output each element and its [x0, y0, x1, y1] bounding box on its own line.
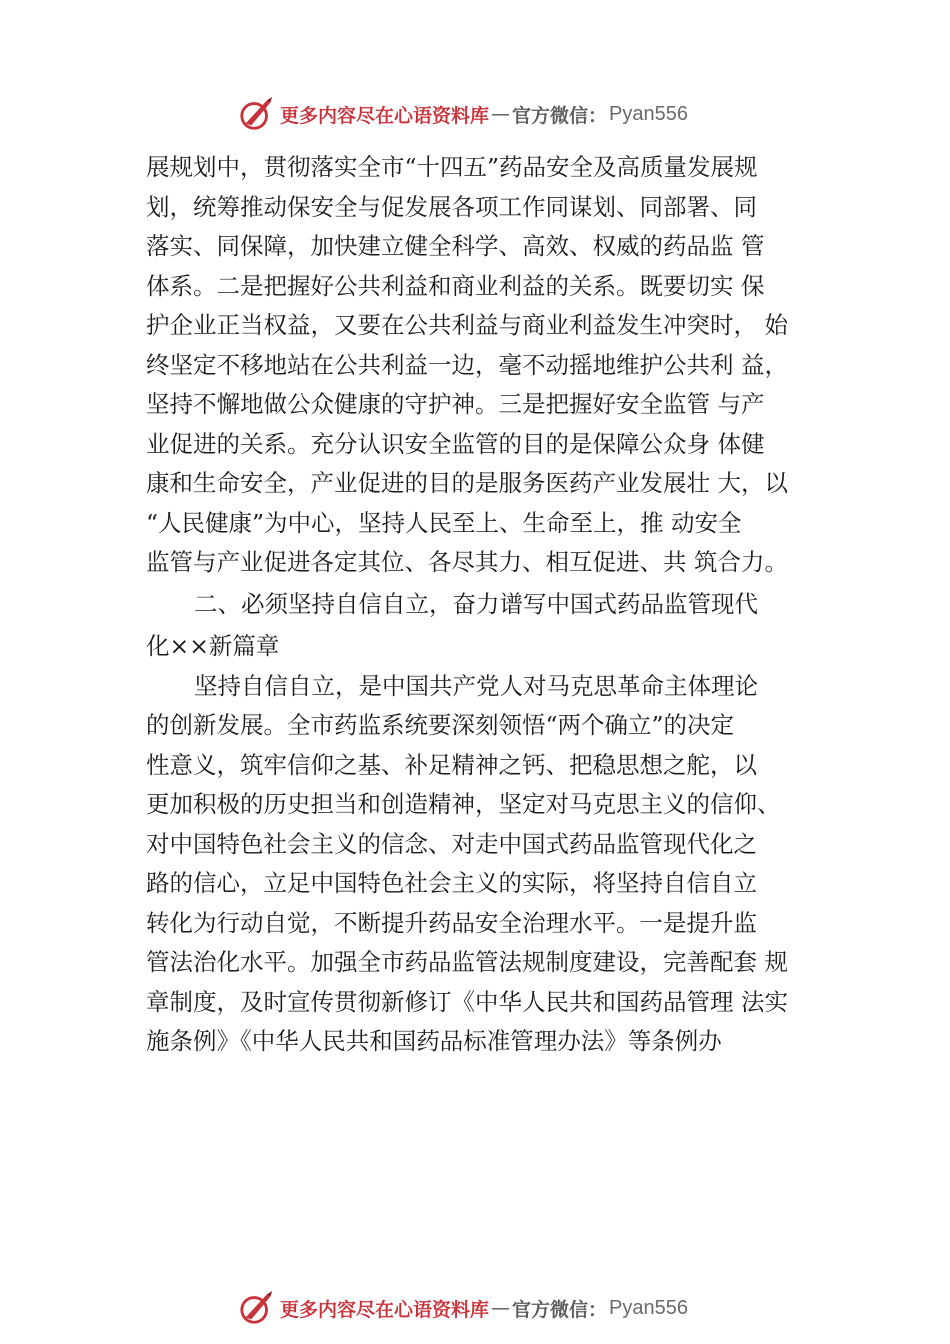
- watermark-official-text: 官方微信：: [512, 1298, 608, 1321]
- body-line: 转化为行动自觉，不断提升药品安全治理水平。一是提升监: [146, 908, 757, 937]
- body-line: 监管与产业促进各定其位、各尽其力、相互促进、共 筑合力。: [146, 548, 788, 576]
- body-line: 划，统筹推动保安全与促发展各项工作同谋划、同部署、同: [146, 192, 757, 221]
- body-line: 更加积极的历史担当和创造精神，坚定对马克思主义的信仰、: [146, 790, 781, 818]
- body-line: 展规划中，贯彻落实全市“十四五”药品安全及高质量发展规: [146, 153, 758, 181]
- footer-watermark: [238, 1288, 688, 1328]
- body-line: 章制度，及时宣传贯彻新修订《中华人民共和国药品管理 法实: [146, 987, 788, 1016]
- quill-logo-icon: [238, 1289, 276, 1327]
- body-line: 康和生命安全，产业促进的目的是服务医药产业发展壮 大，以: [146, 469, 788, 497]
- body-line: 坚持不懈地做公众健康的守护神。三是把握好安全监管 与产: [146, 390, 765, 418]
- body-line: 体系。二是把握好公共利益和商业利益的关系。既要切实 保: [146, 271, 765, 300]
- body-line: 性意义，筑牢信仰之基、补足精神之钙、把稳思想之舵，以: [146, 750, 757, 779]
- document-body: [146, 148, 836, 1062]
- watermark-dash: —: [491, 1297, 511, 1319]
- header-watermark: [238, 94, 688, 134]
- watermark-wechat-id: Pyan556: [609, 102, 688, 125]
- body-line: 对中国特色社会主义的信念、对走中国式药品监管现代化之: [146, 829, 757, 858]
- body-line: 业促进的关系。充分认识安全监管的目的是保障公众身 体健: [146, 429, 765, 458]
- body-line: 护企业正当权益，又要在公共利益与商业利益发生冲突时， 始: [146, 311, 788, 339]
- watermark-brand-text: 更多内容尽在心语资料库: [280, 1298, 490, 1321]
- body-line: 的创新发展。全市药监系统要深刻领悟“两个确立”的决定: [146, 711, 735, 739]
- watermark-dash: —: [491, 103, 511, 125]
- watermark-wechat-id: Pyan556: [609, 1296, 688, 1319]
- section-heading: 二、必须坚持自信自立，奋力谱写中国式药品监管现代: [194, 589, 758, 618]
- body-line: 管法治化水平。加强全市药品监管法规制度建设，完善配套 规: [146, 948, 788, 976]
- body-line: 落实、同保障，加快建立健全科学、高效、权威的药品监 管: [146, 232, 765, 260]
- quill-logo-icon: [238, 95, 276, 133]
- body-line: 路的信心，立足中国特色社会主义的实际，将坚持自信自立: [146, 869, 757, 897]
- body-line: “人民健康”为中心，坚持人民至上、生命至上，推 动安全: [146, 508, 742, 537]
- body-line: 施条例》《中华人民共和国药品标准管理办法》等条例办: [146, 1027, 722, 1055]
- watermark-official-text: 官方微信：: [512, 104, 608, 127]
- section-heading-cont: 化××新篇章: [146, 631, 280, 660]
- watermark-brand-text: 更多内容尽在心语资料库: [280, 104, 490, 127]
- body-line: 坚持自信自立，是中国共产党人对马克思革命主体理论: [194, 671, 758, 700]
- body-line: 终坚定不移地站在公共利益一边，毫不动摇地维护公共利 益，: [146, 350, 788, 379]
